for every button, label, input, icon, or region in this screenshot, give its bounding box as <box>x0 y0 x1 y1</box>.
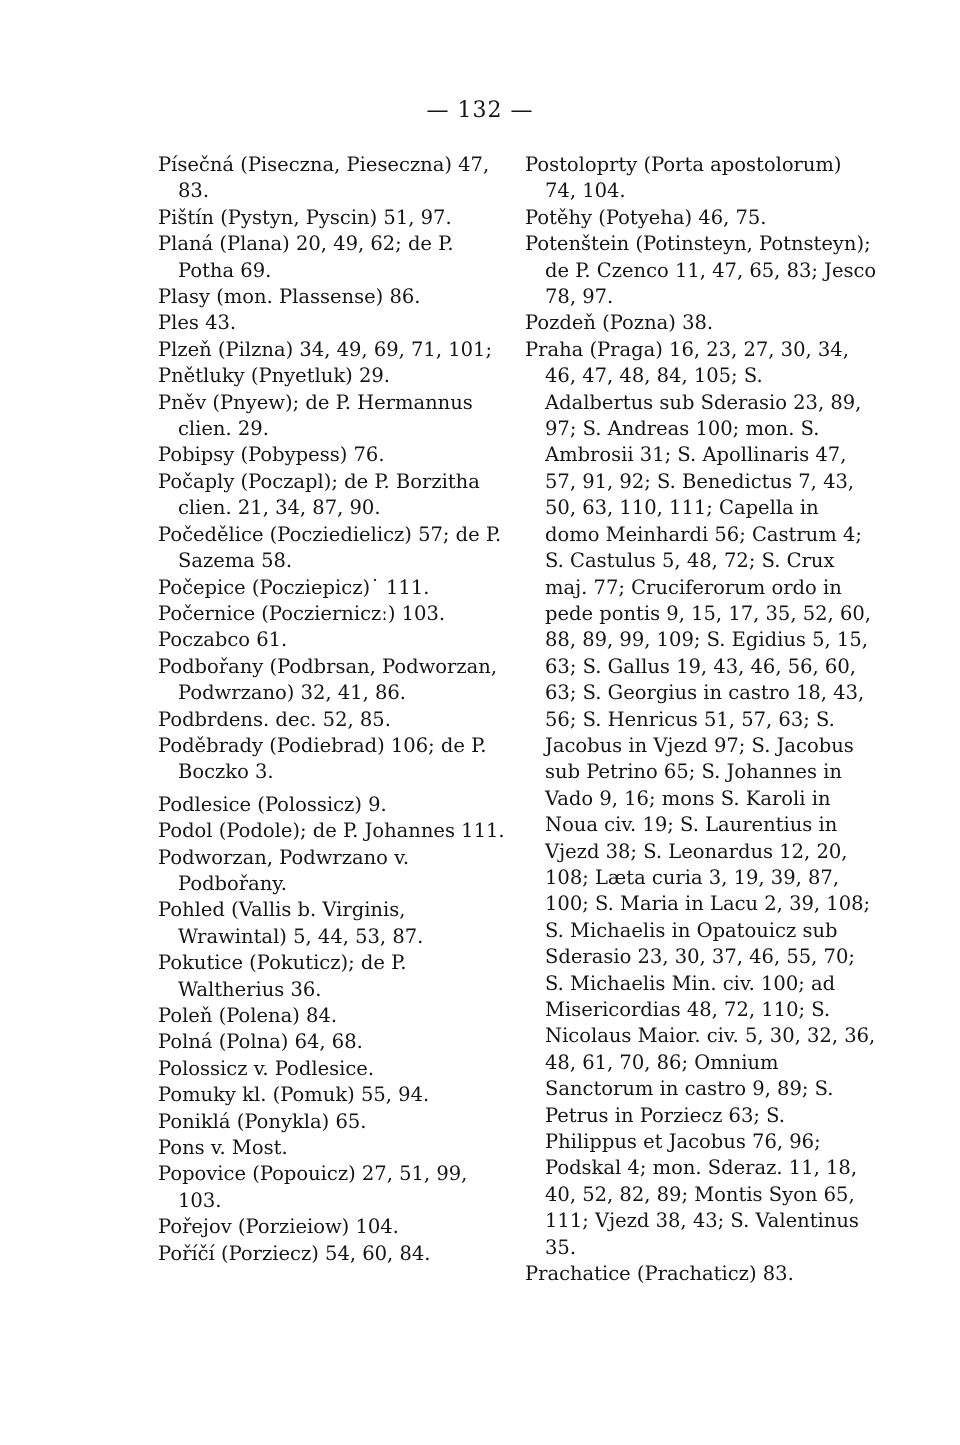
index-entry: Písečná (Piseczna, Pieseczna) 47, 83. <box>158 153 490 203</box>
index-entry: Pořejov (Porzieiow) 104. <box>158 1215 399 1239</box>
index-entry: Poříčí (Porziecz) 54, 60, 84. <box>158 1241 431 1265</box>
index-entry: Poleň (Polena) 84. <box>158 1004 338 1027</box>
index-entry: Pobipsy (Pobypess) 76. <box>158 443 385 467</box>
index-entry: Poniklá (Ponykla) 65. <box>158 1109 367 1133</box>
index-entry: Pons v. Most. <box>158 1136 288 1160</box>
index-entry: Ples 43. <box>158 311 237 335</box>
index-entry: Plzeň (Pilzna) 34, 49, 69, 71, 101; <box>158 337 493 361</box>
index-entry: Podworzan, Podwrzano v. Podbořany. <box>158 845 410 895</box>
index-entry: Podol (Podole); de P. Johannes 111. <box>158 819 505 843</box>
index-entry: Pomuky kl. (Pomuk) 55, 94. <box>158 1083 430 1107</box>
index-entry: Pokutice (Pokuticz); de P. Waltherius 36. <box>158 951 407 1001</box>
index-entry: Počepice (Pocziepicz)˙ 111. <box>158 575 430 599</box>
index-entry: Potěhy (Potyeha) 46, 75. <box>525 205 767 229</box>
right-column <box>525 152 877 1287</box>
index-entry: Popovice (Popouicz) 27, 51, 99, 103. <box>158 1162 468 1212</box>
index-entry: Plasy (mon. Plassense) 86. <box>158 285 421 309</box>
index-entry: Počaply (Poczapl); de P. Borzitha clien. 21, 34, 87, 90. <box>158 469 480 520</box>
index-entry: Počernice (Poczierniczː) 103. <box>158 601 446 625</box>
index-entry: Podbořany (Podbrsan, Podworzan, Podwrzano) 32, 41, 86. <box>158 654 498 705</box>
index-entry: Pohled (Vallis b. Virginis, Wrawintal) 5, 44, 53, 87. <box>158 898 424 948</box>
index-entry: Polossicz v. Podlesice. <box>158 1056 375 1080</box>
index-entry: Potenštein (Potinsteyn, Potnsteyn); de P. Czenco 11, 47, 65, 83; Jesco 78, 97. <box>525 232 877 309</box>
index-entry: Pozdeň (Pozna) 38. <box>525 311 714 335</box>
index-entry: Podbrdens. dec. 52, 85. <box>158 707 391 731</box>
left-column <box>158 152 513 1267</box>
index-entry: Postoloprty (Porta apostolorum) 74, 104. <box>525 153 842 203</box>
index-entry: Praha (Praga) 16, 23, 27, 30, 34, 46, 47, 48, 84, 105; S. Adalbertus sub Sderasio 23, 89, 97; S. Andreas 100; mon. S. Ambrosii 31; S. Apollinaris 47, 57, 91, 92; S. Benedictus 7, 43, 50, 63, 110, 111; Capella in domo Meinhardi 56; Castrum 4; S. Castulus 5, 48, 72; S. Crux maj. 77; Cruciferorum ordo in pede pontis 9, 15, 17, 35, 52, 60, 88, 89, 99, 109; S. Egidius 5, 15, 63; S. Gallus 19, 43, 46, 56, 60, 63; S. Georgius in castro 18, 43, 56; S. Henricus 51, 57, 63; S. Jacobus in Vjezd 97; S. Jacobus sub Petrino 65; S. Johannes in Vado 9, 16; mons S. Karoli in Noua civ. 19; S. Laurentius in Vjezd 38; S. Leonardus 12, 20, 108; Læta curia 3, 19, 39, 87, 100; S. Maria in Lacu 2, 39, 108; S. Michaelis in Opatouicz sub Sderasio 23, 30, 37, 46, 55, 70; S. Michaelis Min. civ. 100; ad Misericordias 48, 72, 110; S. Nicolaus Maior. civ. 5, 30, 32, 36, 48, 61, 70, 86; Omnium Sanctorum in castro 9, 89; S. Petrus in Porziecz 63; S. Philippus et Jacobus 76, 96; Podskal 4; mon. Sderaz. 11, 18, 40, 52, 82, 89; Montis Syon 65, 111; Vjezd 38, 43; S. Valentinus 35. <box>525 337 876 1259</box>
index-entry: Podlesice (Polossicz) 9. <box>158 792 387 816</box>
index-entry: Poděbrady (Podiebrad) 106; de P. Boczko 3. <box>158 733 487 784</box>
index-entry: Prachatice (Prachaticz) 83. <box>525 1262 794 1286</box>
index-entry: Pnětluky (Pnyetluk) 29. <box>158 364 390 388</box>
index-entry: Poczabco 61. <box>158 628 288 652</box>
index-entry: Planá (Plana) 20, 49, 62; de P. Potha 69. <box>158 232 454 282</box>
index-entry: Pněv (Pnyew); de P. Hermannus clien. 29. <box>158 390 473 441</box>
index-entry: Pištín (Pystyn, Pyscin) 51, 97. <box>158 205 452 229</box>
index-entry: Polná (Polna) 64, 68. <box>158 1030 363 1054</box>
page-number: — 132 — <box>426 98 534 123</box>
index-entry: Počedělice (Pocziedielicz) 57; de P. Sazema 58. <box>158 522 502 573</box>
